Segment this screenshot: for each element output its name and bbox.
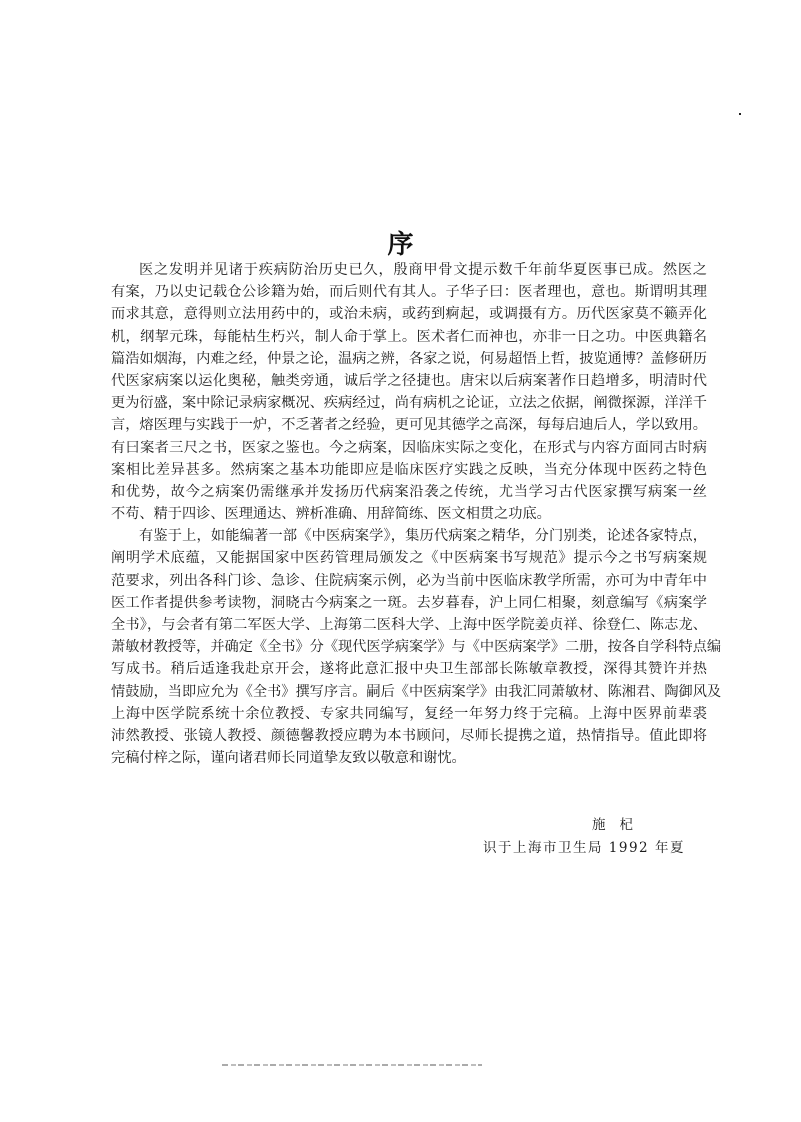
text-line: 代医家病案以运化奥秘，触类旁通，诚后学之径捷也。唐宋以后病案著作日趋增多，明清时代 [111,372,707,389]
paragraph-1 [111,259,707,525]
paragraph-2 [111,525,722,769]
text-line: 而求其意，意得则立法用药中的，或治未病，或药到痾起，或调摄有方。历代医家莫不籁弄化 [111,306,707,323]
text-line: 萧敏材教授等，并确定《全书》分《现代医学病案学》与《中医病案学》二册，按各自学科特点编 [111,639,722,656]
text-line: 不苟、精于四诊、医理通达、辨析准确、用辞简练、医文相贯之功底。 [111,506,551,523]
text-line: 篇浩如烟海，内难之经，仲景之论，温病之辨，各家之说，何易超悟上哲，披览通博？盖修研历 [111,350,707,367]
text-line: 医工作者提供参考读物，洞晓古今病案之一斑。去岁暮春，沪上同仁相聚，刻意编写《病案学 [111,594,707,611]
text-line: 全书》，与会者有第二军医大学、上海第二医科大学、上海中医学院姜贞祥、徐登仁、陈志龙、 [111,617,707,633]
text-line: 情鼓励，当即应允为《全书》撰写序言。嗣后《中医病案学》由我汇同萧敏材、陈湘君、陶御风及 [111,683,722,700]
text-line: 更为衍盛，案中除记录病家概况、疾病经过，尚有病机之论证，立法之依据，阐微探源，洋洋千 [111,395,707,412]
page-title: 序 [387,230,414,261]
place-date: 识于上海市卫生局 1992 年夏 [483,840,685,856]
text-line: 案相比差异甚多。然病案之基本功能即应是临床医疗实践之反映，当充分体现中医药之特色 [111,461,707,478]
preface-body [111,259,722,769]
text-line: 写成书。稍后适逢我赴京开会，遂将此意汇报中央卫生部部长陈敏章教授，深得其赞许并热 [111,661,707,678]
text-line: 和优势，故今之病案仍需继承并发扬历代病案沿袭之传统，尤当学习古代医家撰写病案一丝 [111,483,707,500]
text-line: 有案，乃以史记载仓公诊籍为始，而后则代有其人。子华子曰：医者理也，意也。斯谓明其理 [111,284,707,301]
text-line: 有曰案者三尺之书，医家之鉴也。今之病案，因临床实际之变化，在形式与内容方面同古时病 [111,439,707,456]
scan-speck [739,113,741,115]
author-name: 施杞 [592,817,647,833]
text-line: 范要求，列出各科门诊、急诊、住院病案示例，必为当前中医临床教学所需，亦可为中青年中 [111,572,707,589]
text-line: 言，熔医理与实践于一炉，不乏著者之经验，更可见其德学之高深，每每启迪后人，学以致用。 [111,417,707,434]
text-line: 阐明学术底蕴，又能据国家中医药管理局颁发之《中医病案书写规范》提示今之书写病案规 [111,550,707,567]
text-line: 沛然教授、张镜人教授、颜德馨教授应聘为本书顾问，尽师长提携之道，热情指导。值此即将 [111,727,707,744]
text-line: 上海中医学院系统十余位教授、专家共同编写，复经一年努力终于完稿。上海中医界前辈裘 [111,705,707,722]
text-line: 医之发明并见诸于疾病防治历史已久，殷商甲骨文提示数千年前华夏医事已成。然医之 [139,262,707,278]
text-line: 有鉴于上，如能编著一部《中医病案学》，集历代病案之精华，分门别类，论述各家特点， [139,528,707,545]
scan-artifact-line [222,1064,482,1066]
text-line: 机，纲挈元珠，每能枯生朽兴，制人命于掌上。医术者仁而神也，亦非一日之功。中医典籍名 [111,328,707,345]
signature-block [470,814,730,860]
text-line: 完稿付梓之际，谨向诸君师长同道挚友致以敬意和谢忱。 [111,750,466,767]
